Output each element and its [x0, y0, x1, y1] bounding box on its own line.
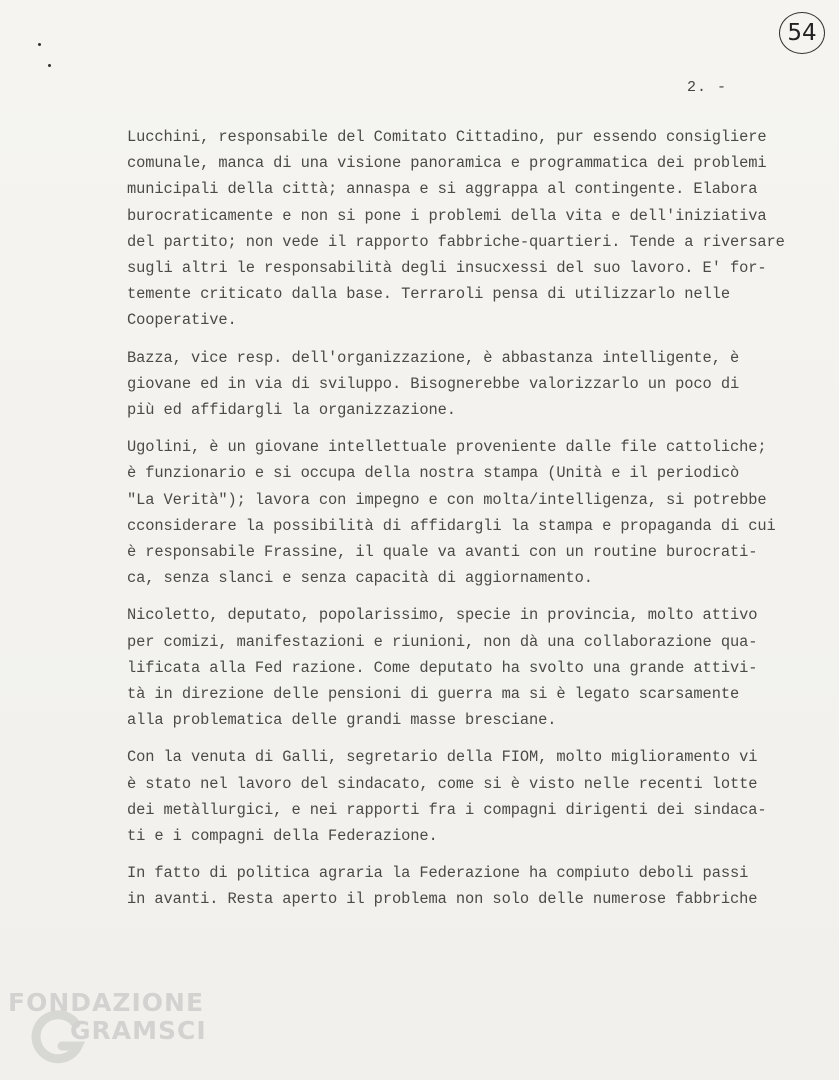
text-line: sugli altri le responsabilità degli insucxessi del suo lavoro. E' for- [127, 259, 767, 278]
text-line: Bazza, vice resp. dell'organizzazione, è abbastanza intelligente, è [127, 348, 740, 367]
circled-page-number: 54 [779, 12, 825, 54]
text-line: ca, senza slanci e senza capacità di aggiornamento. [127, 569, 593, 588]
text-line: in avanti. Resta aperto il problema non solo delle numerose fabbriche [127, 890, 758, 909]
text-line: per comizi, manifestazioni e riunioni, non dà una collaborazione qua- [127, 632, 758, 651]
logo-line-1: FONDAZIONE [8, 988, 205, 1017]
text-line: municipali della città; annaspa e si aggrappa al contingente. Elabora [127, 180, 758, 199]
text-line: è responsabile Frassine, il quale va avanti con un routine burocrati- [127, 543, 758, 562]
text-line: più ed affidargli la organizzazione. [127, 401, 456, 420]
text-line: Con la venuta di Galli, segretario della FIOM, molto miglioramento vi [127, 748, 758, 767]
paragraph [127, 124, 827, 334]
text-line: Nicoletto, deputato, popolarissimo, specie in provincia, molto attivo [127, 606, 758, 625]
text-line: "La Verità"); lavora con impegno e con molta/intelligenza, si potrebbe [127, 490, 767, 509]
foundation-logo [8, 988, 208, 1068]
text-line: Ugolini, è un giovane intellettuale proveniente dalle file cattoliche; [127, 438, 767, 457]
paragraph [127, 434, 827, 591]
text-line: dei metàllurgici, e nei rapporti fra i compagni dirigenti dei sindaca- [127, 800, 767, 819]
document-body [127, 124, 827, 924]
paragraph [127, 860, 827, 912]
text-line: burocraticamente e non si pone i problemi della vita e dell'iniziativa [127, 206, 767, 225]
logo-line-2: GRAMSCI [70, 1016, 207, 1045]
text-line: cconsiderare la possibilità di affidargli la stampa e propaganda di cui [127, 516, 776, 535]
margin-dot [38, 43, 41, 46]
paragraph [127, 744, 827, 849]
text-line: ti e i compagni della Federazione. [127, 827, 438, 846]
text-line: Lucchini, responsabile del Comitato Cittadino, pur essendo consigliere [127, 128, 767, 146]
text-line: è stato nel lavoro del sindacato, come si è visto nelle recenti lotte [127, 774, 758, 793]
margin-dot [48, 64, 51, 67]
text-line: In fatto di politica agraria la Federazione ha compiuto deboli passi [127, 864, 749, 883]
page-marker: 2. - [687, 79, 728, 96]
text-line: tà in direzione delle pensioni di guerra ma si è legato scarsamente [127, 685, 740, 704]
text-line: temente criticato dalla base. Terraroli pensa di utilizzarlo nelle [127, 285, 730, 304]
text-line: del partito; non vede il rapporto fabbriche-quartieri. Tende a riversare [127, 232, 785, 251]
paragraph [127, 345, 827, 424]
text-line: Cooperative. [127, 311, 237, 330]
text-line: giovane ed in via di sviluppo. Bisognerebbe valorizzarlo un poco di [127, 374, 740, 393]
paragraph [127, 602, 827, 733]
text-line: è funzionario e si occupa della nostra stampa (Unità e il periodicò [127, 464, 740, 483]
text-line: comunale, manca di una visione panoramica e programmatica dei problemi [127, 154, 767, 173]
text-line: alla problematica delle grandi masse bresciane. [127, 711, 557, 730]
text-line: lificata alla Fed razione. Come deputato ha svolto una grande attivi- [127, 658, 758, 677]
